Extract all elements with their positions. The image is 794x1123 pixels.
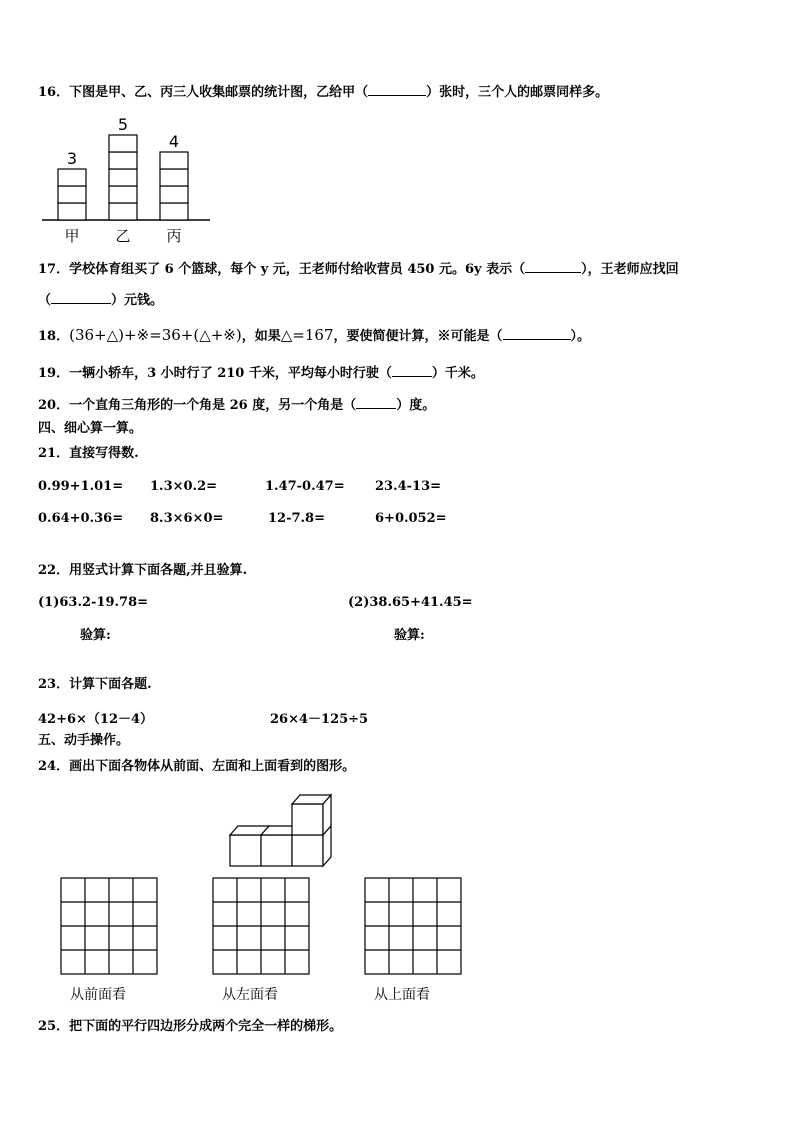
bar-unit-丙 (160, 152, 188, 169)
q22-check-1: 验算: (80, 628, 111, 643)
q21-item-1: 0.99+1.01= (38, 479, 124, 494)
q22-problem-2: (2)38.65+41.45= (348, 595, 473, 610)
question-23-title: 23．计算下面各题. (38, 677, 152, 692)
q23-problem-1: 42+6×（12－4） (38, 712, 154, 727)
q18-number: 18． (38, 329, 70, 344)
question-24-title: 24．画出下面各物体从前面、左面和上面看到的图形。 (38, 759, 356, 774)
q17-text2: ），王老师应找回 (581, 262, 679, 277)
bar-unit-甲 (58, 169, 86, 186)
q21-item-3: 1.47-0.47= (265, 479, 345, 494)
question-22-title: 22．用竖式计算下面各题,并且验算. (38, 563, 248, 578)
bar-unit-乙 (109, 135, 137, 152)
bar-unit-乙 (109, 203, 137, 220)
q18-answer-blank[interactable] (503, 327, 571, 340)
bar-unit-丙 (160, 186, 188, 203)
bar-unit-乙 (109, 169, 137, 186)
cube-front-1 (230, 835, 261, 866)
section-5-heading: 五、动手操作。 (38, 733, 130, 748)
q20-text-after: ）度。 (396, 398, 436, 413)
q22-check-2: 验算: (394, 628, 425, 643)
stamp-bar-chart (38, 112, 218, 247)
cube-front-3 (292, 835, 323, 866)
q17-text3: （ (38, 293, 52, 308)
bar-unit-乙 (109, 152, 137, 169)
q21-item-8: 6+0.052= (375, 511, 447, 526)
question-19 (38, 364, 484, 382)
q18-formula: (36+△)+※=36+(△+※) (69, 326, 242, 344)
q21-item-6: 8.3×6×0= (150, 511, 224, 526)
bar-unit-甲 (58, 203, 86, 220)
question-18 (38, 327, 590, 345)
caption-top-view: 从上面看 (374, 987, 430, 1003)
q16-text-before: 16．下图是甲、乙、丙三人收集邮票的统计图，乙给甲（ (38, 85, 369, 100)
question-16 (38, 83, 608, 101)
q16-answer-blank[interactable] (368, 83, 426, 96)
question-21-title: 21．直接写得数. (38, 446, 139, 461)
q18-text-mid: ，如果 (241, 329, 281, 344)
cube-front-2 (261, 835, 292, 866)
data-label-乙: 5 (117, 115, 129, 134)
grid-left-view[interactable] (212, 877, 310, 975)
grid-top-view[interactable] (364, 877, 462, 975)
q18-condition: △=167 (280, 326, 334, 344)
category-label-丙: 丙 (166, 227, 182, 245)
q21-item-2: 1.3×0.2= (150, 479, 218, 494)
q23-problem-2: 26×4－125÷5 (270, 712, 369, 727)
question-17-line2 (38, 291, 163, 309)
q21-item-7: 12-7.8= (268, 511, 325, 526)
q17-blank-1[interactable] (525, 260, 581, 273)
q17-text4: ）元钱。 (111, 293, 164, 308)
cube-stack-figure (225, 790, 345, 870)
caption-front-view: 从前面看 (70, 987, 126, 1003)
q20-text-before: 20．一个直角三角形的一个角是 26 度，另一个角是（ (38, 398, 357, 413)
category-label-乙: 乙 (115, 227, 131, 245)
q19-answer-blank[interactable] (392, 364, 432, 377)
q21-item-5: 0.64+0.36= (38, 511, 124, 526)
q18-text-before-blank: ，要使简便计算，※可能是（ (333, 329, 503, 344)
q17-text1: 17．学校体育组买了 6 个篮球，每个 y 元，王老师付给收营员 450 元。6y 表示（ (38, 262, 526, 277)
question-17-line1 (38, 260, 679, 278)
q19-text-after: ）千米。 (431, 366, 484, 381)
question-25-title: 25．把下面的平行四边形分成两个完全一样的梯形。 (38, 1019, 343, 1034)
q20-answer-blank[interactable] (356, 396, 396, 409)
q22-problem-1: (1)63.2-19.78= (38, 595, 149, 610)
bar-unit-甲 (58, 186, 86, 203)
q16-text-after: ）张时，三个人的邮票同样多。 (426, 85, 609, 100)
caption-left-view: 从左面看 (222, 987, 278, 1003)
data-label-甲: 3 (66, 149, 78, 168)
category-label-甲: 甲 (64, 227, 80, 245)
grid-front-view[interactable] (60, 877, 158, 975)
section-4-heading: 四、细心算一算。 (38, 421, 143, 436)
question-20 (38, 396, 435, 414)
q21-item-4: 23.4-13= (375, 479, 442, 494)
bar-unit-丙 (160, 169, 188, 186)
bar-unit-乙 (109, 186, 137, 203)
q17-blank-2[interactable] (51, 291, 111, 304)
q18-text-after: ）。 (570, 329, 591, 344)
data-label-丙: 4 (168, 132, 180, 151)
q19-text-before: 19．一辆小轿车，3 小时行了 210 千米，平均每小时行驶（ (38, 366, 392, 381)
bar-unit-丙 (160, 203, 188, 220)
